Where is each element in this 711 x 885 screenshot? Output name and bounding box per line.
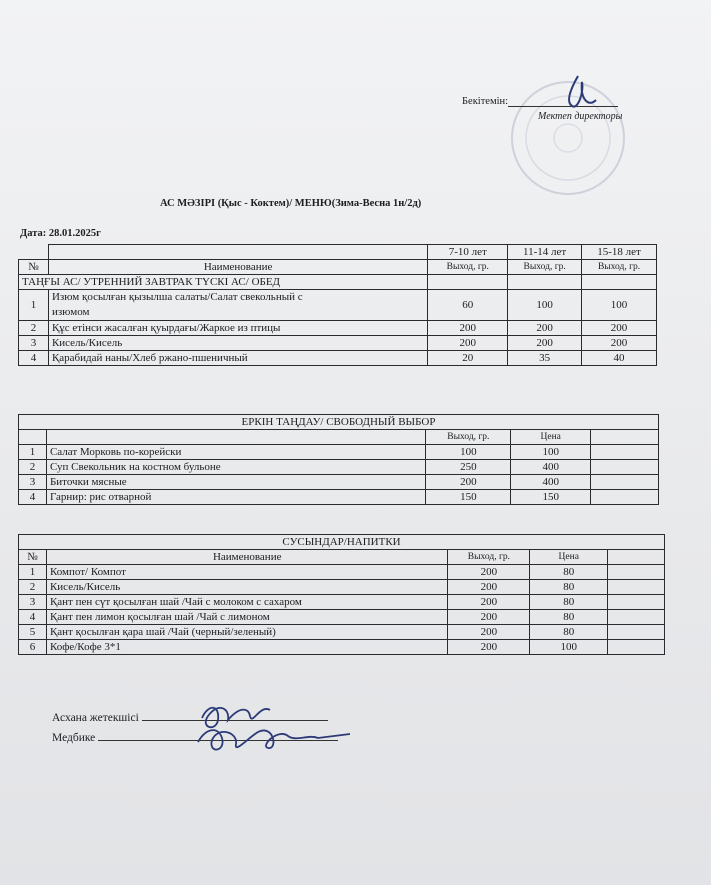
value-cell: 60 — [428, 290, 508, 321]
name-header: Наименование — [48, 260, 427, 275]
table-row — [19, 475, 659, 490]
table-row — [19, 290, 657, 321]
handwritten-signature-icon — [178, 698, 378, 760]
section-title: ТАҢҒЫ АС/ УТРЕННИЙ ЗАВТРАК ТҮСКІ АС/ ОБЕД — [19, 275, 428, 290]
output-cell: 150 — [426, 490, 511, 505]
table-row — [19, 430, 659, 445]
price-cell: 400 — [511, 475, 591, 490]
row-number: 4 — [19, 490, 47, 505]
no-header: № — [19, 260, 49, 275]
price-header: Цена — [530, 550, 608, 565]
table-row — [19, 321, 657, 336]
approval-label: Бекітемін: — [462, 96, 509, 107]
row-number: 2 — [19, 321, 49, 336]
output-cell: 200 — [448, 610, 530, 625]
price-cell: 80 — [530, 580, 608, 595]
section-title: СУСЫНДАР/НАПИТКИ — [19, 535, 665, 550]
free-choice-table — [18, 408, 659, 505]
price-header: Цена — [511, 430, 591, 445]
section-row — [19, 275, 657, 290]
no-header: № — [19, 550, 47, 565]
dish-name: Салат Морковь по-корейски — [46, 445, 425, 460]
value-cell: 200 — [508, 336, 582, 351]
output-cell: 100 — [426, 445, 511, 460]
price-cell: 80 — [530, 565, 608, 580]
value-cell: 200 — [508, 321, 582, 336]
dish-name-line: изюмом — [51, 306, 90, 318]
dish-name: Гарнир: рис отварной — [46, 490, 425, 505]
price-cell: 100 — [530, 640, 608, 655]
table-row — [19, 550, 665, 565]
output-cell: 200 — [448, 580, 530, 595]
age-header: 7-10 лет — [428, 245, 508, 260]
table-row — [19, 460, 659, 475]
value-cell: 200 — [582, 336, 657, 351]
row-number: 6 — [19, 640, 47, 655]
output-header: Выход, гр. — [582, 260, 657, 275]
nurse-label: Медбике — [52, 732, 96, 744]
output-header: Выход, гр. — [448, 550, 530, 565]
menu-date: Дата: 28.01.2025г — [20, 228, 101, 239]
table-row — [19, 245, 657, 260]
output-cell: 200 — [448, 595, 530, 610]
cook-label: Асхана жетекшісі — [52, 712, 139, 724]
table-row — [19, 445, 659, 460]
row-number: 1 — [19, 445, 47, 460]
section-row — [19, 535, 665, 550]
price-cell: 150 — [511, 490, 591, 505]
price-cell: 80 — [530, 610, 608, 625]
row-number: 3 — [19, 336, 49, 351]
table-row — [19, 336, 657, 351]
row-number: 5 — [19, 625, 47, 640]
table-row — [19, 580, 665, 595]
row-number: 3 — [19, 595, 47, 610]
drinks-table — [18, 534, 665, 655]
value-cell: 200 — [428, 321, 508, 336]
row-number: 2 — [19, 460, 47, 475]
value-cell: 200 — [428, 336, 508, 351]
price-cell: 400 — [511, 460, 591, 475]
value-cell: 40 — [582, 351, 657, 366]
table-row — [19, 565, 665, 580]
output-cell: 200 — [448, 625, 530, 640]
table-row — [19, 351, 657, 366]
age-header: 11-14 лет — [508, 245, 582, 260]
value-cell: 20 — [428, 351, 508, 366]
output-cell: 200 — [426, 475, 511, 490]
output-header: Выход, гр. — [508, 260, 582, 275]
approval-subtitle: Мектеп директоры — [538, 111, 623, 122]
row-number: 1 — [19, 290, 49, 321]
dish-name — [48, 290, 427, 321]
table-row — [19, 625, 665, 640]
dish-name: Кисель/Кисель — [48, 336, 427, 351]
dish-name: Суп Свекольник на костном бульоне — [46, 460, 425, 475]
output-cell: 200 — [448, 565, 530, 580]
row-number: 4 — [19, 351, 49, 366]
drink-name: Қант пен лимон қосылған шай /Чай с лимоном — [46, 610, 448, 625]
age-header: 15-18 лет — [582, 245, 657, 260]
price-cell: 80 — [530, 625, 608, 640]
drink-name: Қант қосылған қара шай /Чай (черный/зеленый) — [46, 625, 448, 640]
output-header: Выход, гр. — [428, 260, 508, 275]
table-row — [19, 260, 657, 275]
menu-title: АС МӘЗІРІ (Қыс - Коктем)/ МЕНЮ(Зима-Весна 1н/2д) — [160, 198, 422, 209]
row-number: 2 — [19, 580, 47, 595]
drink-name: Кофе/Кофе 3*1 — [46, 640, 448, 655]
row-number: 4 — [19, 610, 47, 625]
table-row — [19, 490, 659, 505]
value-cell: 100 — [582, 290, 657, 321]
value-cell: 35 — [508, 351, 582, 366]
price-cell: 80 — [530, 595, 608, 610]
value-cell: 100 — [508, 290, 582, 321]
section-row — [19, 415, 659, 430]
output-cell: 200 — [448, 640, 530, 655]
price-cell: 100 — [511, 445, 591, 460]
table-row — [19, 595, 665, 610]
dish-name-line: Изюм қосылған қызылша салаты/Салат свекольный с — [51, 291, 303, 303]
menu-table — [18, 244, 657, 366]
dish-name: Қарабидай наны/Хлеб ржано-пшеничный — [48, 351, 427, 366]
dish-name: Құс етінси жасалған қуырдағы/Жаркое из птицы — [48, 321, 427, 336]
section-title: ЕРКІН ТАҢДАУ/ СВОБОДНЫЙ ВЫБОР — [19, 415, 659, 430]
dish-name: Биточки мясные — [46, 475, 425, 490]
value-cell: 200 — [582, 321, 657, 336]
output-cell: 250 — [426, 460, 511, 475]
drink-name: Компот/ Компот — [46, 565, 448, 580]
name-header: Наименование — [46, 550, 448, 565]
row-number: 3 — [19, 475, 47, 490]
row-number: 1 — [19, 565, 47, 580]
output-header: Выход, гр. — [426, 430, 511, 445]
drink-name: Кисель/Кисель — [46, 580, 448, 595]
table-row — [19, 610, 665, 625]
table-row — [19, 640, 665, 655]
drink-name: Қант пен сүт қосылған шай /Чай с молоком с сахаром — [46, 595, 448, 610]
